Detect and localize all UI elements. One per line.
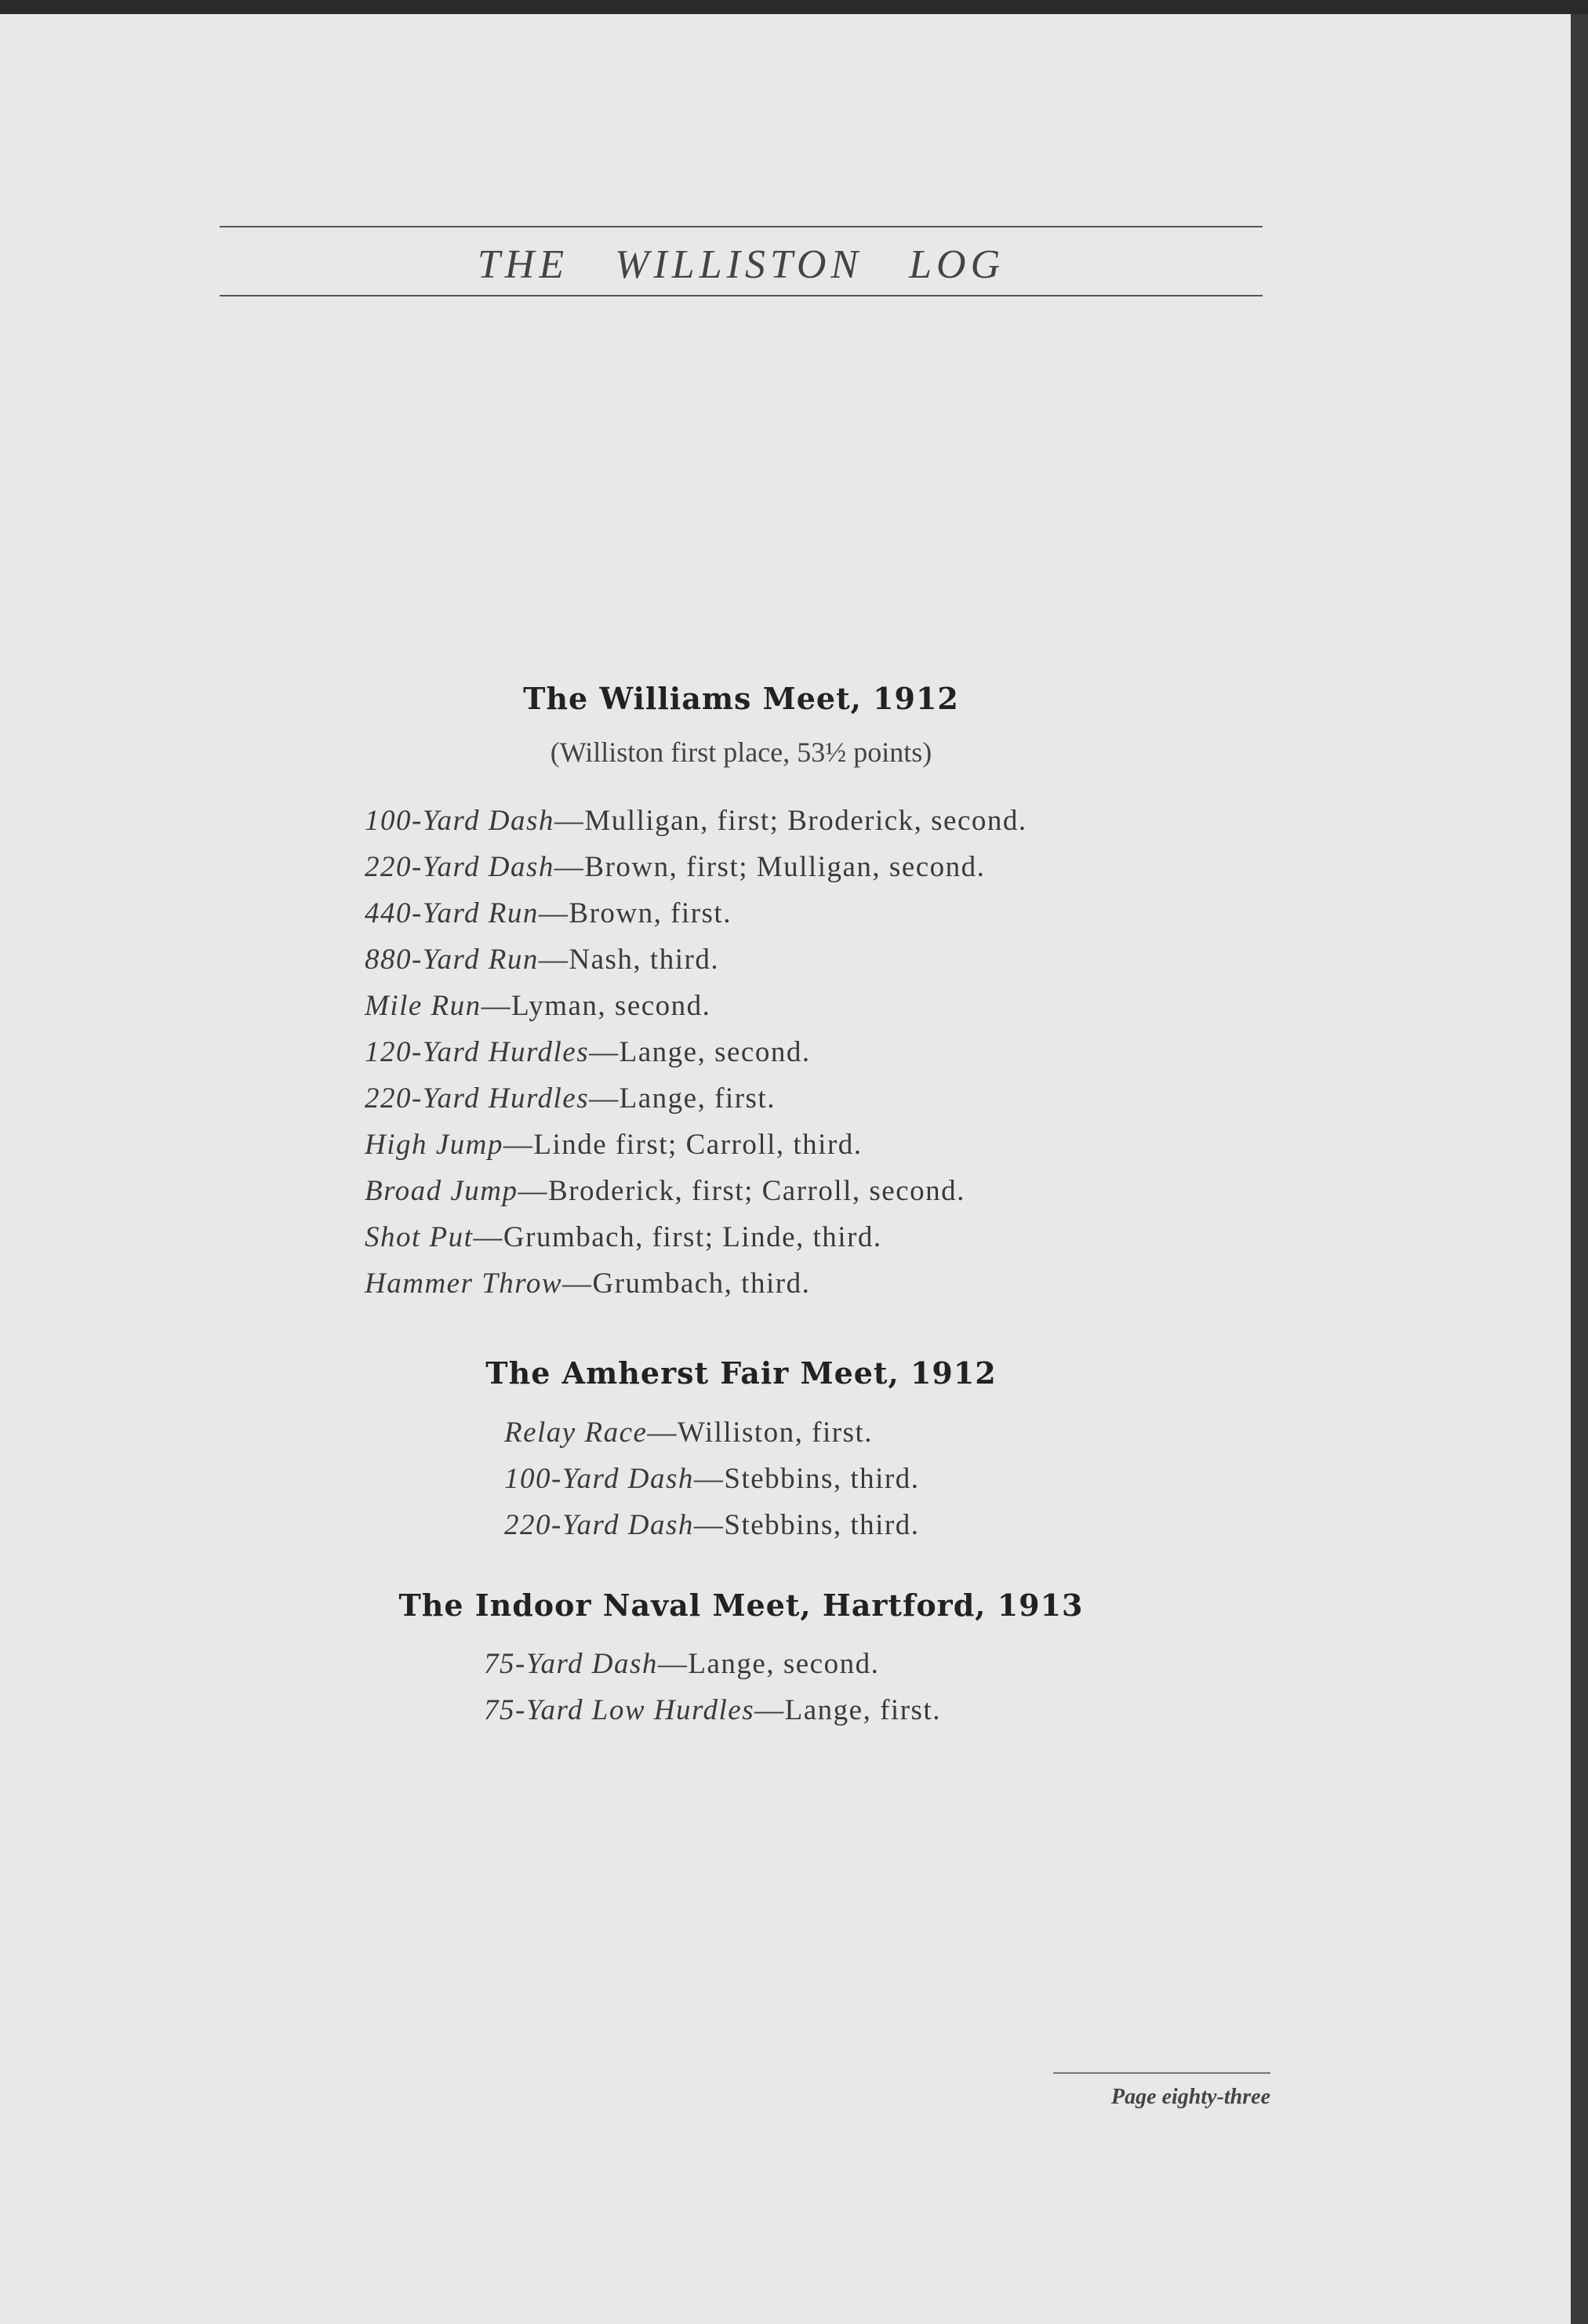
event-name: 220-Yard Dash	[504, 1509, 694, 1541]
list-item	[365, 804, 1027, 838]
event-name: Broad Jump	[365, 1175, 518, 1207]
event-name: 75-Yard Dash	[484, 1648, 658, 1680]
event-result: —Lange, first.	[754, 1694, 941, 1726]
list-item	[504, 1508, 920, 1542]
event-name: 880-Yard Run	[365, 944, 539, 976]
event-name: 440-Yard Run	[365, 897, 539, 929]
event-result: —Broderick, first; Carroll, second.	[518, 1175, 965, 1207]
event-result: —Stebbins, third.	[693, 1509, 920, 1541]
event-name: Hammer Throw	[365, 1267, 563, 1300]
event-name: 100-Yard Dash	[504, 1463, 694, 1495]
list-item	[504, 1462, 920, 1496]
header-rule-bottom	[220, 295, 1263, 296]
section-subtitle-williams: (Williston first place, 53½ points)	[550, 736, 932, 768]
event-name: Relay Race	[504, 1417, 648, 1449]
event-name: High Jump	[365, 1129, 503, 1161]
event-result: —Nash, third.	[538, 944, 720, 976]
header-rule-top	[220, 226, 1263, 227]
event-result: —Grumbach, first; Linde, third.	[473, 1221, 882, 1253]
event-result: —Stebbins, third.	[693, 1463, 920, 1495]
event-name: Mile Run	[365, 990, 481, 1022]
event-result: —Mulligan, first; Broderick, second.	[554, 805, 1027, 837]
list-item	[365, 1174, 965, 1208]
running-header: THE WILLISTON LOG	[477, 242, 1005, 287]
list-item	[365, 850, 985, 884]
page	[0, 14, 1571, 2324]
event-name: 220-Yard Hurdles	[365, 1082, 590, 1115]
list-item	[365, 989, 710, 1023]
list-item	[365, 1128, 863, 1162]
list-item	[504, 1416, 873, 1449]
event-name: Shot Put	[365, 1221, 474, 1253]
event-name: 220-Yard Dash	[365, 851, 554, 883]
page-number: Page eighty-three	[1111, 2085, 1270, 2109]
section-title-naval: The Indoor Naval Meet, Hartford, 1913	[398, 1588, 1084, 1623]
list-item	[365, 943, 719, 977]
event-result: —Lange, second.	[589, 1036, 811, 1068]
event-name: 120-Yard Hurdles	[365, 1036, 590, 1068]
event-result: —Linde first; Carroll, third.	[503, 1129, 863, 1161]
section-title-amherst: The Amherst Fair Meet, 1912	[485, 1355, 997, 1391]
list-item	[365, 1267, 810, 1300]
event-name: 100-Yard Dash	[365, 805, 554, 837]
event-result: —Brown, first.	[538, 897, 732, 929]
section-title-williams: The Williams Meet, 1912	[523, 681, 959, 716]
event-result: —Brown, first; Mulligan, second.	[554, 851, 986, 883]
event-name: 75-Yard Low Hurdles	[484, 1694, 755, 1726]
footer-rule	[1053, 2072, 1270, 2074]
page-edge	[1571, 14, 1588, 2324]
event-result: —Lange, first.	[589, 1082, 776, 1115]
list-item	[365, 1035, 811, 1069]
event-result: —Lange, second.	[657, 1648, 880, 1680]
list-item	[365, 897, 732, 930]
event-result: —Grumbach, third.	[562, 1267, 811, 1300]
list-item	[365, 1220, 882, 1254]
list-item	[484, 1693, 941, 1727]
event-result: —Lyman, second.	[481, 990, 711, 1022]
list-item	[484, 1647, 879, 1681]
list-item	[365, 1082, 776, 1115]
event-result: —Williston, first.	[647, 1417, 874, 1449]
